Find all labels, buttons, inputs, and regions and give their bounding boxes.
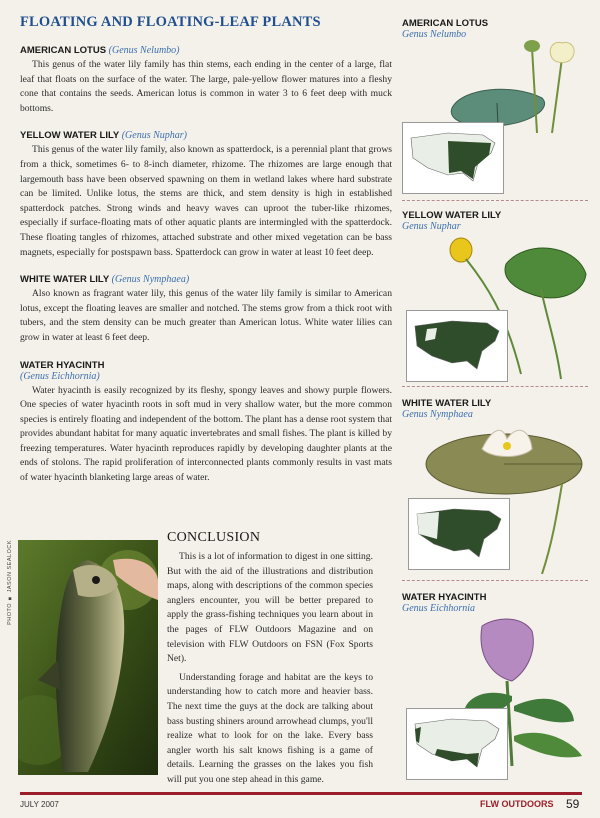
sidebar-divider [402, 200, 588, 201]
section-heading: AMERICAN LOTUS [20, 45, 107, 56]
sidebar-divider [402, 386, 588, 387]
species-sidebar [402, 18, 588, 778]
section-body: Water hyacinth is easily recognized by its fleshy, spongy leaves and showy purple flowers. One species of water hyacinth roots in soft mud in very shallow water, but the more common species is entirely floating and independent of the bottom. The plant has a dense root system that provides abundant habitat for many aquatic invertebrates and small fishes. The plant is killed by freezing temperatures. Water hyacinth reproduces rapidly by developing daughter plants at the ends of stolons. The rapid proliferation of interconnected plants commonly results in vast mats of water hyacinth blanketing large areas of water. [20, 384, 392, 484]
section-yellow-water-lily [20, 130, 392, 260]
sidebar-species-genus: Genus Eichhornia [402, 603, 476, 614]
main-article [20, 14, 392, 486]
section-body: Also known as fragrant water lily, this genus of the water lily family is similar to American lotus, except the floating leaves are smaller and notched. The stems grow from a thick root with tubers, and the stem density can be much greater than American lotus. White water lilies can grow in water at least 6 feet deep. [20, 288, 392, 343]
sidebar-species-american-lotus [402, 18, 588, 40]
footer-brand: FLW OUTDOORS [480, 799, 554, 809]
sidebar-species-genus: Genus Nuphar [402, 221, 461, 232]
section-body: This genus of the water lily family, also known as spatterdock, is a perennial plant that grows from a thick, sometimes 6- to 8-inch diameter, rhizome. The rhizomes are large enough that largemouth bass have been observed spawning on them in wetland lakes where hard substrate can be limited. Unlike lotus, the stems are thick, and stem density is high in established spatterdock patches. Strong winds and heavy waves can uproot the tuber-like rhizomes, especially if surface-floating mats of other aquatic plants are intermingled with the spatterdock. These floating tangles of rhizomes, attached substrate and other mixed vegetation can be bass magnets, especially for postspawn bass. Spatterdock can grow in water at least 10 feet deep. [20, 144, 392, 258]
page-title: FLOATING AND FLOATING-LEAF PLANTS [20, 14, 321, 30]
section-american-lotus [20, 45, 392, 116]
section-body: This genus of the water lily family has thin stems, each ending in the center of a large, flat leaf that floats on the surface of the water. The large, pale-yellow flower matures into a fleshy cone that contains the seeds. American lotus is common in water 3 to 6 feet deep with muck bottoms. [20, 59, 392, 114]
section-genus: (Genus Nymphaea) [111, 274, 190, 286]
water-hyacinth-distribution-map [406, 708, 508, 780]
section-heading: WATER HYACINTH [20, 359, 105, 371]
conclusion [167, 530, 373, 792]
section-white-water-lily [20, 274, 392, 345]
sidebar-species-genus: Genus Nelumbo [402, 29, 467, 40]
section-genus: (Genus Eichhornia) [20, 370, 100, 382]
section-genus: (Genus Nuphar) [121, 130, 187, 142]
sidebar-species-name: WHITE WATER LILY [402, 398, 492, 409]
sidebar-species-name: AMERICAN LOTUS [402, 18, 489, 29]
bass-photo-illustration [18, 540, 158, 775]
section-heading: WHITE WATER LILY [20, 274, 110, 286]
footer-date: JULY 2007 [20, 800, 59, 809]
white-water-lily-distribution-map [408, 498, 510, 570]
sidebar-divider [402, 580, 588, 581]
sidebar-species-white-water-lily [402, 398, 588, 420]
sidebar-species-genus: Genus Nymphaea [402, 409, 473, 420]
page-number: 59 [566, 797, 580, 811]
sidebar-species-water-hyacinth [402, 592, 588, 614]
photo-credit: PHOTO ■ JASON SEALOCK [7, 540, 13, 625]
sidebar-species-name: YELLOW WATER LILY [402, 210, 502, 221]
sidebar-species-yellow-water-lily [402, 210, 588, 232]
conclusion-paragraph-2: Understanding forage and habitat are the keys to understanding how to catch more and heavier bass. The next time the guys at the dock are talking about bass busting shiners around arrowhead clumps, you'll realize what to look for on the lake. Every bass angler worth his salt knows fishing is a game of details. Learning the grasses on the lakes you fish will put you one step ahead in this game. [167, 671, 373, 785]
american-lotus-distribution-map [402, 122, 504, 194]
page-footer [0, 792, 600, 818]
conclusion-heading: CONCLUSION [167, 530, 261, 545]
sidebar-species-name: WATER HYACINTH [402, 592, 487, 603]
yellow-water-lily-distribution-map [406, 310, 508, 382]
footer-rule [20, 792, 582, 795]
section-water-hyacinth [20, 360, 392, 486]
bass-photo [18, 540, 158, 775]
section-heading: YELLOW WATER LILY [20, 130, 120, 142]
conclusion-paragraph-1: This is a lot of information to digest in one sitting. But with the aid of the illustrations and distribution maps, along with descriptions of the common species anglers encounter, you will be better prepared to apply the grass-fishing techniques you learn about in the pages of FLW Outdoors Magazine and on television with FLW Outdoors on FSN (Fox Sports Net). [167, 551, 373, 665]
section-genus: (Genus Nelumbo) [108, 45, 180, 56]
